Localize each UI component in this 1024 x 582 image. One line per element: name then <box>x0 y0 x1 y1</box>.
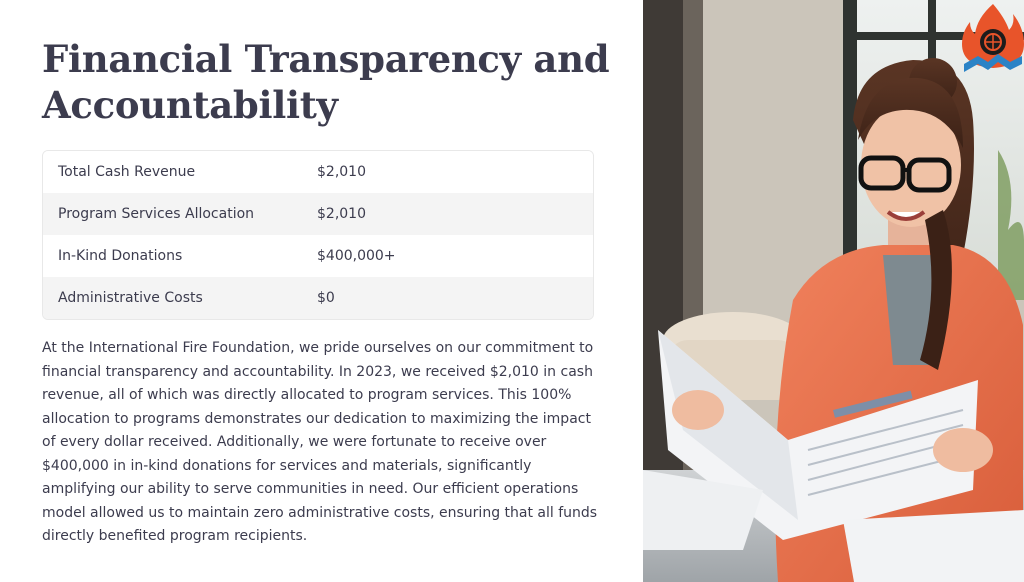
row-value: $2,010 <box>317 206 366 222</box>
row-value: $2,010 <box>317 164 366 180</box>
row-value: $400,000+ <box>317 248 396 264</box>
table-row <box>43 151 593 193</box>
description-paragraph: At the International Fire Foundation, we pride ourselves on our commitment to financial transparency and accountability. In 2023, we received $2,010 in cash revenue, all of which was directly allocated to program services. This 100% allocation to programs demonstrates our dedication to maximizing the impact of every dollar received. Additionally, we were fortunate to receive over $400,000 in in-kind donations for services and materials, significantly amplifying our ability to serve communities in need. Our efficient operations model allowed us to maintain zero administrative costs, ensuring that all funds directly benefited program recipients. <box>42 340 598 544</box>
row-label: In-Kind Donations <box>58 248 183 264</box>
financial-summary-table <box>42 150 594 320</box>
row-label: Program Services Allocation <box>58 206 255 222</box>
table-row <box>43 277 593 319</box>
woman-reading-documents-photo <box>643 0 1024 582</box>
photo-illustration <box>643 0 1024 582</box>
fire-foundation-logo-icon <box>962 0 1024 72</box>
page-title: Financial Transparency and Accountability <box>42 37 610 127</box>
table-row <box>43 193 593 235</box>
row-value: $0 <box>317 290 335 306</box>
row-label: Administrative Costs <box>58 290 203 306</box>
table-row <box>43 235 593 277</box>
row-label: Total Cash Revenue <box>58 164 196 180</box>
